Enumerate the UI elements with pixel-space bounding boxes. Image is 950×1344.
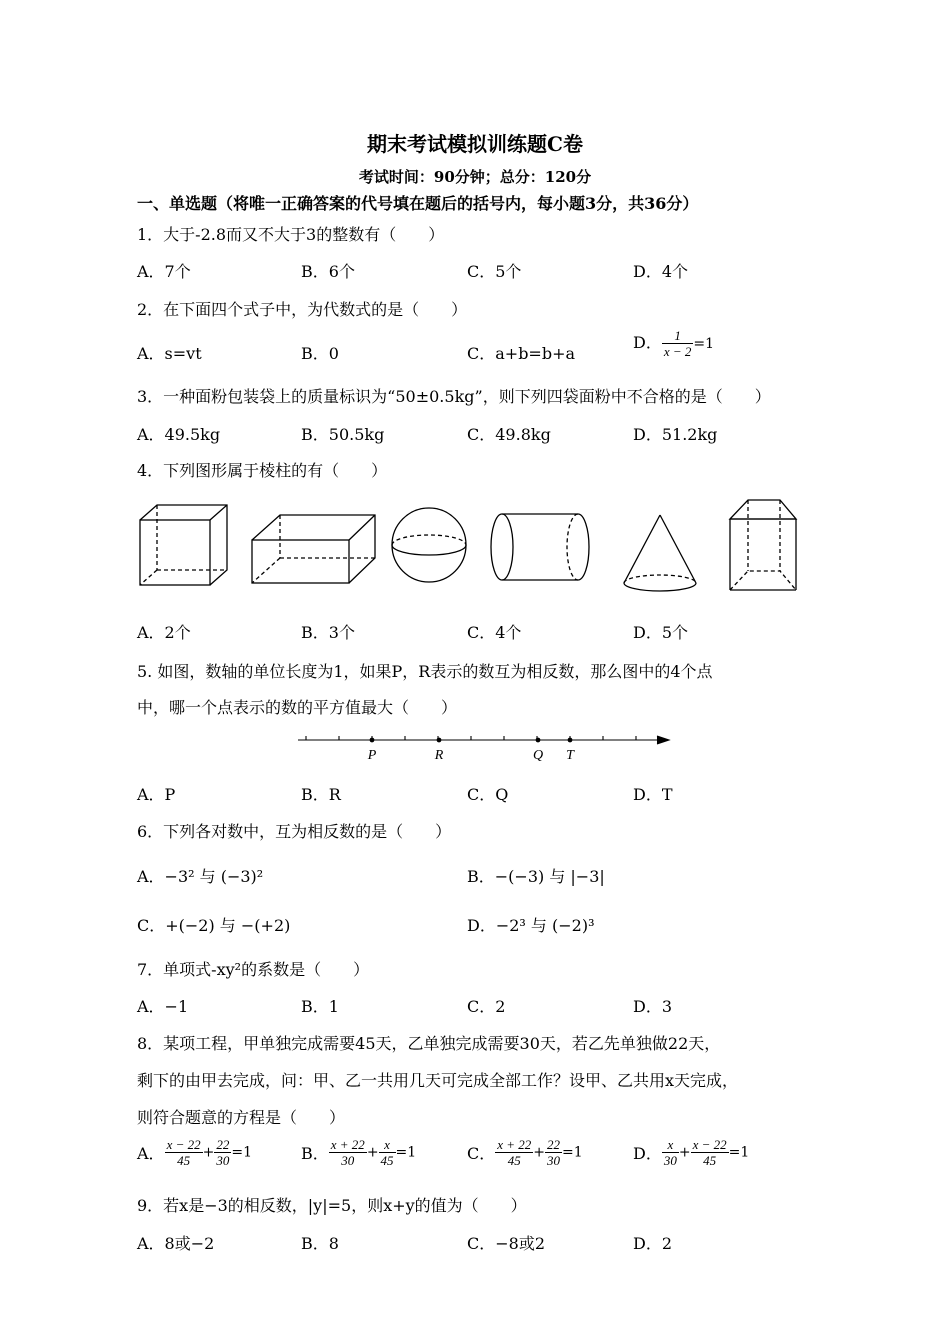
q3-option-d: D．51.2kg (633, 425, 718, 444)
cylinder-figure (491, 514, 589, 580)
q3-option-c: C．49.8kg (467, 425, 551, 444)
q7-option-d: D．3 (633, 997, 673, 1016)
q2-option-c: C．a+b=b+a (467, 344, 576, 363)
question-2: 2．在下面四个式子中，为代数式的是（ ） (137, 300, 468, 319)
cone-figure (624, 515, 696, 591)
solid-figures (130, 495, 810, 605)
section-heading: 一、单选题（将唯一正确答案的代号填在题后的括号内，每小题3分，共36分） (137, 194, 699, 213)
point-r-label: R (434, 748, 444, 763)
sphere-figure (392, 508, 466, 582)
number-line (295, 730, 680, 766)
q7-option-a: A．−1 (137, 997, 189, 1016)
question-6: 6．下列各对数中，互为相反数的是（ ） (137, 822, 452, 841)
q6-option-c: C．+(−2) 与 −(+2) (137, 916, 291, 935)
q1-option-c: C．5个 (467, 262, 522, 281)
q5-option-b: B．R (301, 785, 341, 804)
question-9: 9．若x是−3的相反数，|y|=5，则x+y的值为（ ） (137, 1196, 527, 1215)
triangular-prism-figure (730, 500, 796, 590)
q5-option-a: A．P (137, 785, 176, 804)
q1-option-a: A．7个 (137, 262, 191, 281)
point-q-label: Q (532, 748, 544, 763)
q9-option-b: B．8 (301, 1234, 339, 1253)
point-t-label: T (566, 748, 574, 763)
q4-option-b: B．3个 (301, 623, 355, 642)
q8-option-d: D． $\frac{x}{30}$ + $\frac{x - 22}{45}$ =1 (633, 1137, 750, 1168)
q8-option-b: B． $\frac{x + 22}{30}$ + $\frac{x}{45}$ =1 (301, 1137, 417, 1168)
q3-option-b: B．50.5kg (301, 425, 385, 444)
q2-option-b: B．0 (301, 344, 339, 363)
question-1: 1．大于-2.8而又不大于3的整数有（ ） (137, 225, 445, 244)
q6-option-a: A．−3² 与 (−3)² (137, 867, 264, 886)
question-7: 7．单项式-xy²的系数是（ ） (137, 960, 370, 979)
q1-option-d: D．4个 (633, 262, 689, 281)
q6-option-d: D．−2³ 与 (−2)³ (467, 916, 595, 935)
q7-option-b: B．1 (301, 997, 339, 1016)
q3-option-a: A．49.5kg (137, 425, 221, 444)
question-5-line-2: 中，哪一个点表示的数的平方值最大（ ） (137, 698, 458, 717)
point-p-label: P (367, 748, 377, 763)
q6-option-b: B．−(−3) 与 |−3| (467, 867, 605, 886)
question-4: 4．下列图形属于棱柱的有（ ） (137, 461, 388, 480)
page-title: 期末考试模拟训练题C卷 (367, 132, 583, 156)
q2-option-a: A．s=vt (137, 344, 202, 363)
q8-option-a: A． $\frac{x - 22}{45}$ + $\frac{22}{30}$ =1 (137, 1137, 252, 1168)
q4-option-a: A．2个 (137, 623, 191, 642)
q9-option-a: A．8或−2 (137, 1234, 215, 1253)
question-3: 3．一种面粉包装袋上的质量标识为“50±0.5kg”，则下列四袋面粉中不合格的是（ ） (137, 387, 771, 406)
question-5-line-1: 5. 如图，数轴的单位长度为1，如果P，R表示的数互为相反数，那么图中的4个点 (137, 662, 713, 681)
cuboid-figure (252, 515, 375, 583)
q9-option-d: D．2 (633, 1234, 673, 1253)
cube-figure (140, 505, 227, 585)
q8-option-c: C． $\frac{x + 22}{45}$ + $\frac{22}{30}$ =1 (467, 1137, 583, 1168)
q5-option-c: C．Q (467, 785, 509, 804)
question-8-line-2: 剩下的由甲去完成，问：甲、乙一共用几天可完成全部工作？设甲、乙共用x天完成， (137, 1071, 739, 1090)
q2-option-d: D． $\frac{1}{x - 2}$ =1 (633, 328, 715, 359)
exam-info: 考试时间：90分钟；总分：120分 (358, 168, 592, 186)
q5-option-d: D．T (633, 785, 673, 804)
question-8-line-3: 则符合题意的方程是（ ） (137, 1108, 346, 1127)
q1-option-b: B．6个 (301, 262, 355, 281)
q4-option-d: D．5个 (633, 623, 689, 642)
question-8-line-1: 8．某项工程，甲单独完成需要45天，乙单独完成需要30天，若乙先单独做22天， (137, 1034, 721, 1053)
q4-option-c: C．4个 (467, 623, 522, 642)
q7-option-c: C．2 (467, 997, 506, 1016)
q9-option-c: C．−8或2 (467, 1234, 546, 1253)
